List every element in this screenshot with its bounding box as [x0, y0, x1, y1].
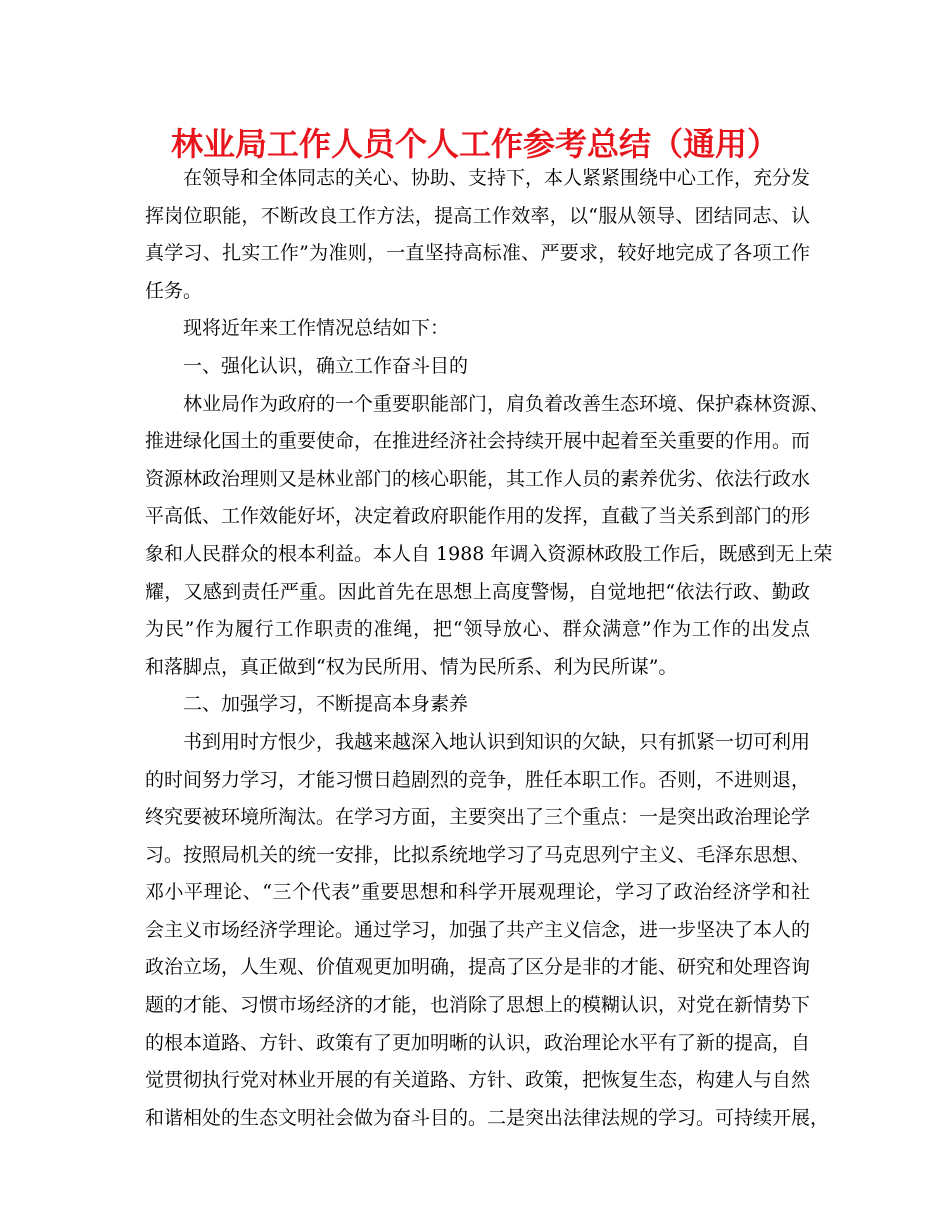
text-line: 真学习、扎实工作”为准则，一直坚持高标准、严要求，较好地完成了各项工作 [145, 242, 810, 265]
text-line: 习。按照局机关的统一安排，比拟系统地学习了马克思列宁主义、毛泽东思想、 [145, 843, 811, 866]
text-line: 和谐相处的生态文明社会做为奋斗目的。二是突出法律法规的学习。可持续开展， [145, 1106, 830, 1129]
text-line: 会主义市场经济学理论。通过学习，加强了共产主义信念，进一步坚决了本人的 [145, 918, 811, 941]
text-line: 平高低、工作效能好坏，决定着政府职能作用的发挥，直截了当关系到部门的形 [145, 505, 811, 528]
text-line: 资源林政治理则又是林业部门的核心职能，其工作人员的素养优劣、依法行政水 [145, 467, 811, 490]
text-line: 为民”作为履行工作职责的准绳，把“领导放心、群众满意”作为工作的出发点 [145, 618, 810, 641]
text-line: 政治立场，人生观、价值观更加明确，提高了区分是非的才能、研究和处理咨询 [145, 956, 811, 979]
text-line: 觉贯彻执行党对林业开展的有关道路、方针、政策，把恢复生态，构建人与自然 [145, 1069, 811, 1092]
document-body [145, 160, 833, 1137]
text-line: 推进绿化国土的重要使命，在推进经济社会持续开展中起着至关重要的作用。而 [145, 430, 811, 453]
text-line: 耀，又感到责任严重。因此首先在思想上高度警惕，自觉地把“依法行政、勤政 [145, 580, 810, 603]
text-line: 象和人民群众的根本利益。本人自 1988 年调入资源林政股工作后，既感到无上荣 [145, 542, 833, 565]
text-line: 在领导和全体同志的关心、协助、支持下，本人紧紧围绕中心工作，充分发 [183, 167, 811, 189]
text-line: 的根本道路、方针、政策有了更加明晰的认识，政治理论水平有了新的提高，自 [145, 1031, 811, 1054]
text-line: 二、加强学习，不断提高本身素养 [183, 693, 469, 716]
text-line: 林业局作为政府的一个重要职能部门，肩负着改善生态环境、保护森林资源、 [183, 392, 830, 415]
text-line: 邓小平理论、“三个代表”重要思想和科学开展观理论，学习了政治经济学和社 [145, 881, 810, 904]
text-line: 挥岗位职能，不断改良工作方法，提高工作效率，以“服从领导、团结同志、认 [145, 204, 810, 227]
text-line: 终究要被环境所淘汰。在学习方面，主要突出了三个重点：一是突出政治理论学 [145, 806, 811, 829]
text-line: 任务。 [145, 279, 203, 302]
text-line: 题的才能、习惯市场经济的才能，也消除了思想上的模糊认识，对党在新情势下 [145, 994, 811, 1017]
text-line: 和落脚点，真正做到“权为民所用、情为民所系、利为民所谋”。 [145, 655, 678, 678]
text-line: 一、强化认识，确立工作奋斗目的 [183, 354, 469, 377]
document-title: 林业局工作人员个人工作参考总结（通用） [170, 125, 779, 163]
text-line: 书到用时方恨少，我越来越深入地认识到知识的欠缺，只有抓紧一切可利用 [183, 730, 811, 753]
text-line: 的时间努力学习，才能习惯日趋剧烈的竞争，胜任本职工作。否则，不进则退， [145, 768, 811, 791]
text-line: 现将近年来工作情况总结如下： [183, 317, 450, 340]
